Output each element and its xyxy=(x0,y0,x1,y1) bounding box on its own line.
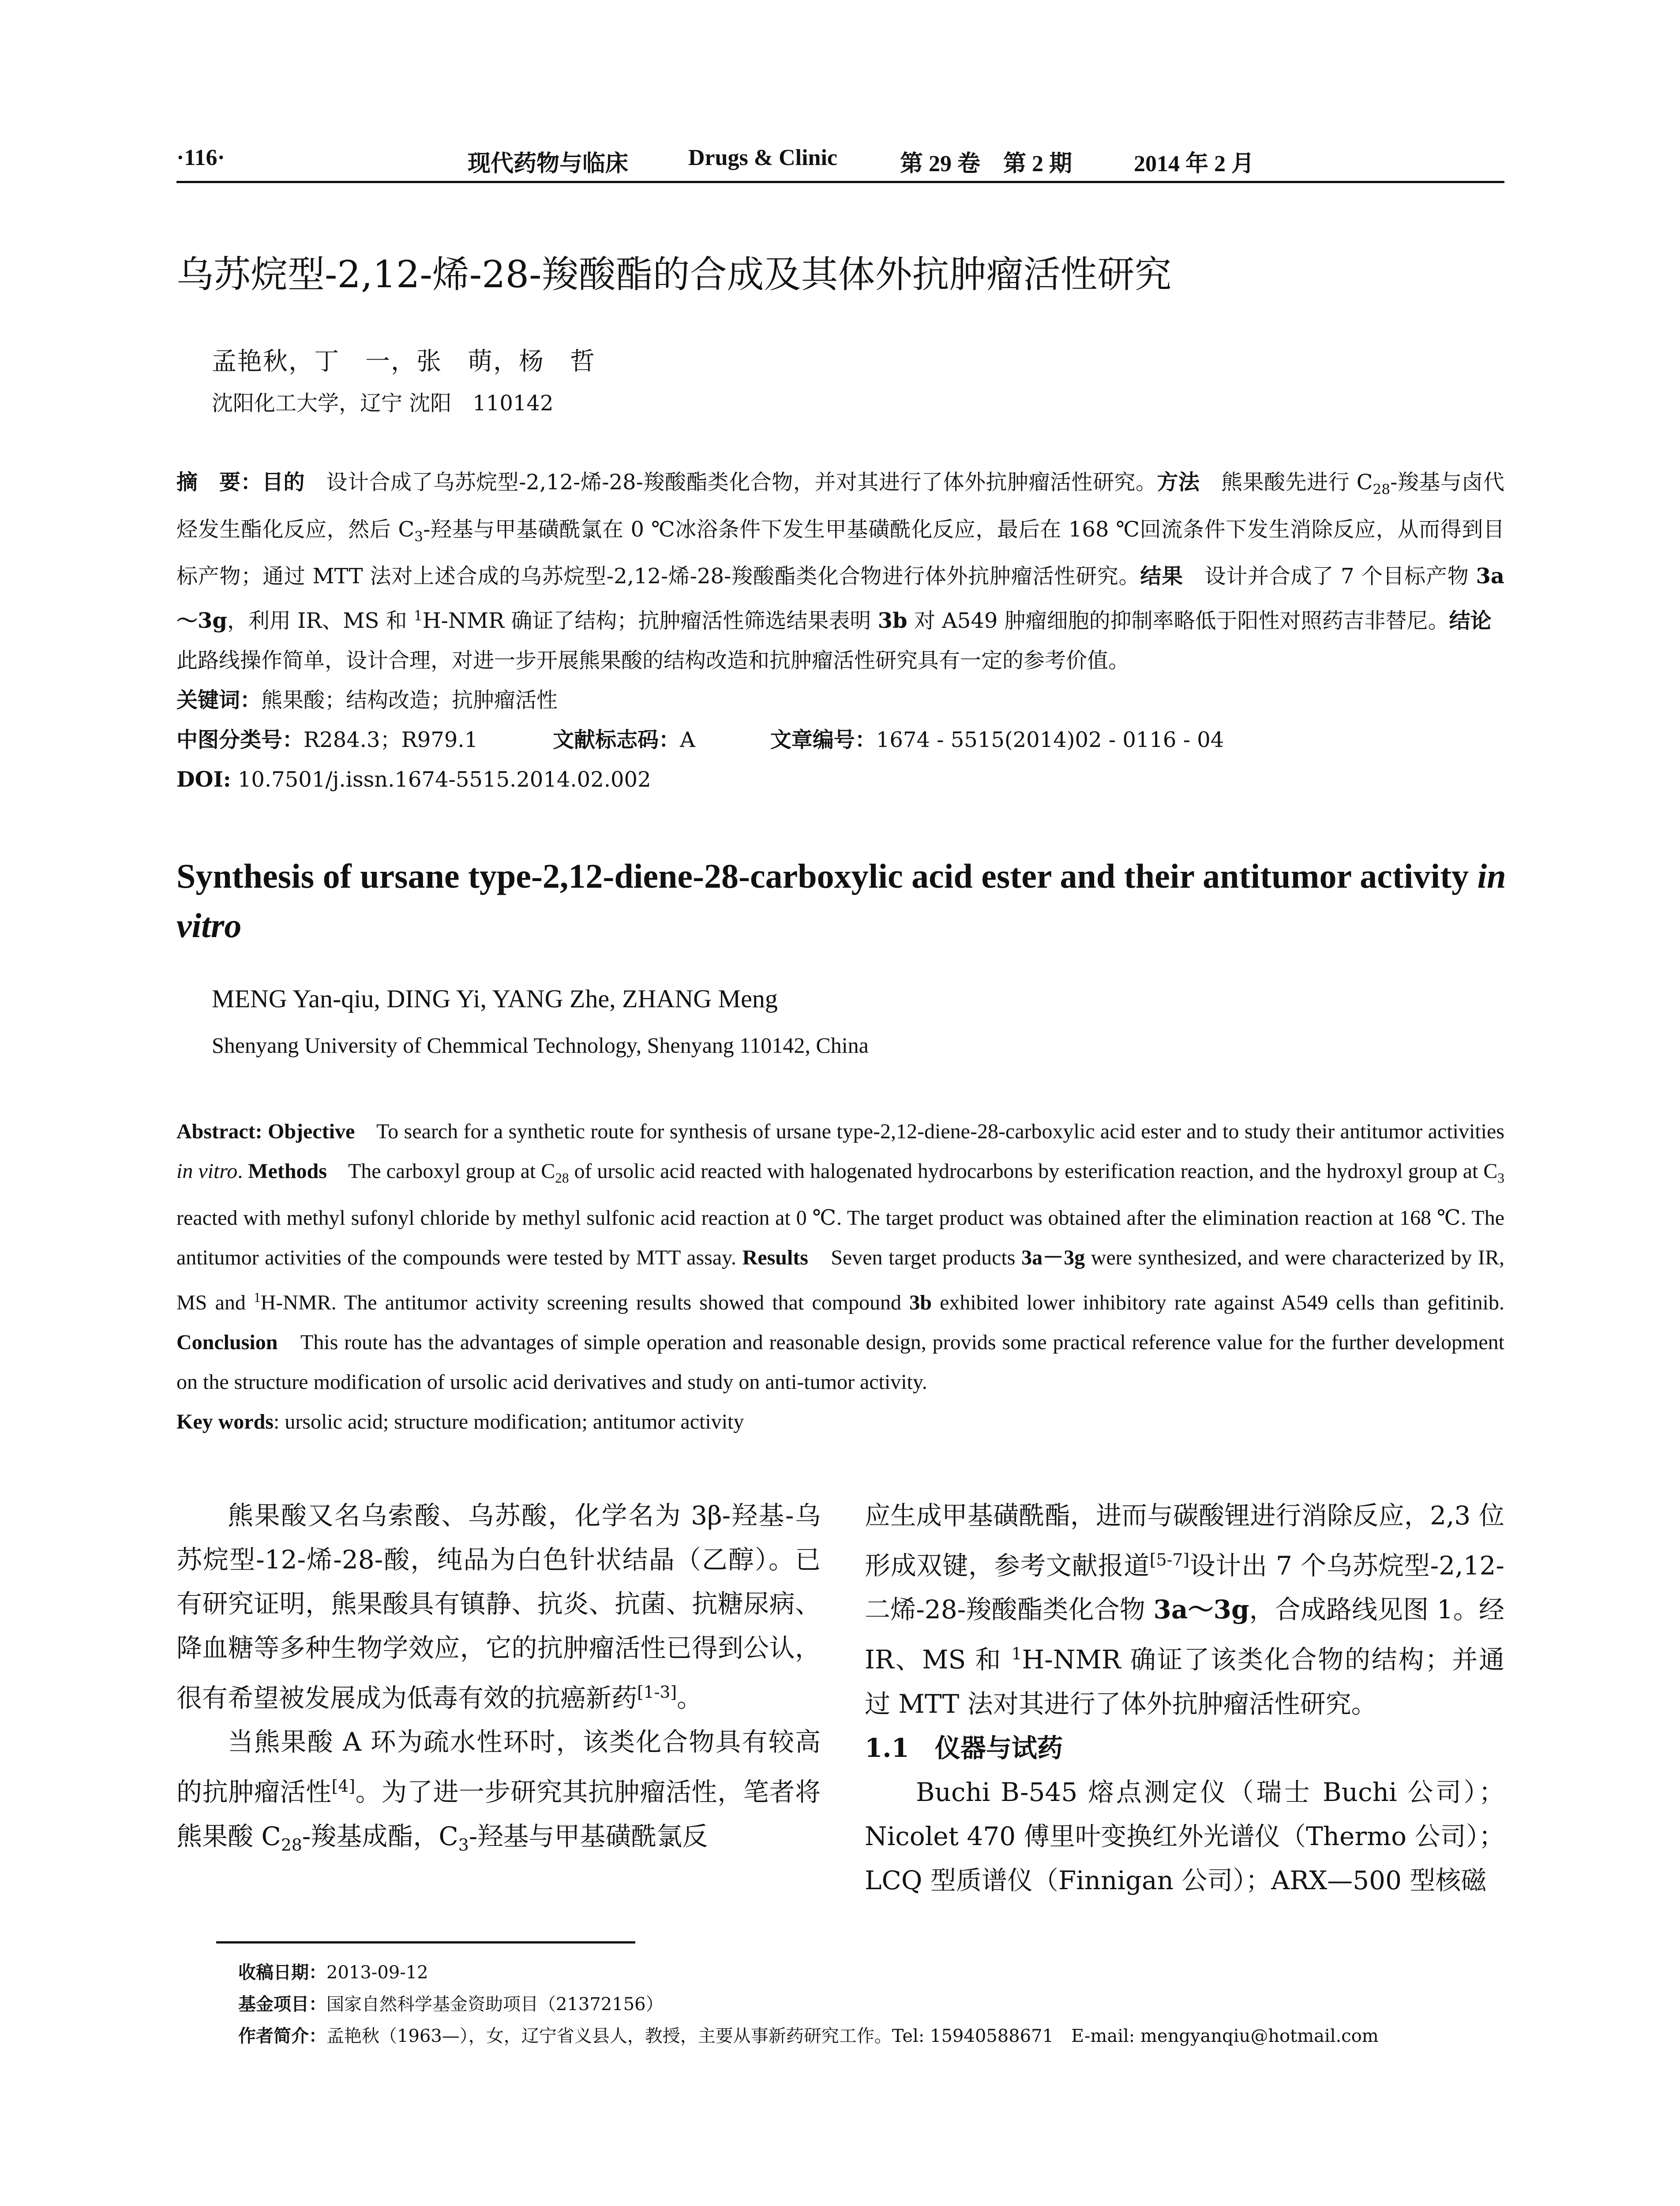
running-header xyxy=(176,140,1504,183)
section-heading: 1.1 仪器与试药 xyxy=(865,1733,1063,1763)
methods-text: -羧基与卤代烃发生酯化反应，然后 C xyxy=(176,470,1504,542)
body-text: H-NMR 确证了该类化合物的结构；并通过 MTT 法对其进行了体外抗肿瘤活性研究。 xyxy=(865,1644,1504,1719)
body-paragraph: Buchi B-545 熔点测定仪（瑞士 Buchi 公司）；Nicolet 470 傅里叶变换红外光谱仪（Thermo 公司）；LCQ 型质谱仪（Finnigan 公司）；ARX—500 型核磁 xyxy=(865,1777,1504,1895)
abstract-en xyxy=(176,1112,1504,1442)
results-text: exhibited lower inhibitory rate against A549 cells than gefitinib. xyxy=(931,1291,1504,1314)
title-en xyxy=(176,852,1518,950)
superscript: 1 xyxy=(1011,1644,1022,1664)
journal-name-en: Drugs & Clinic xyxy=(688,145,837,170)
body-text: -羧基成酯，C xyxy=(302,1821,458,1851)
footnote-rule xyxy=(216,1941,635,1943)
objective-text: 设计合成了乌苏烷型-2,12-烯-28-羧酸酯类化合物，并对其进行了体外抗肿瘤活性研究。 xyxy=(305,470,1157,495)
footnote-received xyxy=(238,1957,1379,1988)
keywords-cn xyxy=(176,680,1504,720)
results-text: H-NMR. The antitumor activity screening results showed that compound xyxy=(260,1291,910,1314)
results-text: 对 A549 肿瘤细胞的抑制率略低于阳性对照药吉非替尼。 xyxy=(907,608,1449,634)
footnote-label: 作者简介： xyxy=(238,2026,326,2046)
italic-text: in vitro xyxy=(176,1159,238,1183)
results-text: H-NMR 确证了结构；抗肿瘤活性筛选结果表明 xyxy=(422,608,878,634)
clc-label: 中图分类号： xyxy=(176,728,304,753)
abstract-en-label: Abstract: Objective xyxy=(176,1120,355,1143)
keywords-label: Key words xyxy=(176,1410,274,1433)
keywords-text: 熊果酸；结构改造；抗肿瘤活性 xyxy=(261,688,558,713)
compound-ref: 3a～3g xyxy=(1153,1594,1249,1625)
compound-ref: 3b xyxy=(909,1291,932,1314)
title-en-text: Synthesis of ursane type-2,12-diene-28-carboxylic acid ester and their antitumor activity xyxy=(176,857,1478,895)
methods-label: 方法 xyxy=(1157,470,1200,495)
results-label: Results xyxy=(742,1246,808,1269)
citation: [5-7] xyxy=(1149,1550,1189,1569)
citation: [4] xyxy=(331,1776,356,1796)
footnote-label: 基金项目： xyxy=(238,1994,326,2015)
body-paragraph xyxy=(176,1493,821,1720)
compound-ref: 3a－3g xyxy=(1021,1246,1085,1269)
clc-value: R284.3；R979.1 xyxy=(304,728,478,753)
compound-ref: 3a～3g xyxy=(176,564,1504,634)
methods-text: -羟基与甲基磺酰氯在 0 ℃冰浴条件下发生甲基磺酰化反应，最后在 168 ℃回流条件下发生消除反应，从而得到目标产物；通过 MTT 法对上述合成的乌苏烷型-2,12-烯-28-羧酸酯类化合物进行体外抗肿瘤活性研究。 xyxy=(176,517,1504,589)
body-text: -羟基与甲基磺酰氯反 xyxy=(469,1821,708,1851)
body-column-right xyxy=(865,1493,1504,1902)
footnote-label: 收稿日期： xyxy=(238,1962,326,1983)
classification-line xyxy=(176,720,1504,760)
conclusion-label: 结论 xyxy=(1449,608,1492,634)
abstract-en-body xyxy=(176,1112,1504,1402)
body-text: 。为了进一步研究其抗肿瘤活性，笔者将熊果酸 C xyxy=(176,1777,821,1851)
subscript: 3 xyxy=(458,1835,469,1855)
citation: [1-3] xyxy=(637,1682,677,1702)
authors-en: MENG Yan-qiu, DING Yi, YANG Zhe, ZHANG Meng xyxy=(212,984,778,1013)
title-cn: 乌苏烷型-2,12-烯-28-羧酸酯的合成及其体外抗肿瘤活性研究 xyxy=(176,253,1172,296)
doc-code-label: 文献标志码： xyxy=(553,728,680,753)
footnote-fund xyxy=(238,1988,1379,2020)
footnotes xyxy=(238,1957,1379,2052)
methods-text: reacted with methyl sufonyl chloride by methyl sulfonic acid reaction at 0 ℃. The target product was obtained after the elimination reaction at 168 ℃. The antitumor activities of the compounds were tested by MTT assay. xyxy=(176,1206,1504,1269)
title-en-italic: in vitro xyxy=(176,857,1506,945)
conclusion-text: 此路线操作简单，设计合理，对进一步开展熊果酸的结构改造和抗肿瘤活性研究具有一定的参考价值。 xyxy=(176,608,1513,673)
issue-date: 2014 年 2 月 xyxy=(1134,151,1255,176)
affiliation-cn: 沈阳化工大学，辽宁 沈阳 110142 xyxy=(212,391,554,416)
objective-text: To search for a synthetic route for synthesis of ursane type-2,12-diene-28-carboxylic acid ester and to study their antitumor activities xyxy=(355,1120,1504,1143)
conclusion-label: Conclusion xyxy=(176,1330,278,1354)
authors-cn: 孟艳秋，丁 一，张 萌，杨 哲 xyxy=(212,347,596,376)
subscript: 3 xyxy=(1497,1170,1504,1186)
keywords-label: 关键词： xyxy=(176,688,262,713)
journal-name-cn: 现代药物与临床 xyxy=(468,151,629,176)
abstract-cn xyxy=(176,462,1513,799)
methods-text: The carboxyl group at C xyxy=(326,1159,555,1183)
article-number-value: 1674 - 5515(2014)02 - 0116 - 04 xyxy=(876,728,1224,753)
footnote-text: 孟艳秋（1963—），女，辽宁省义县人，教授，主要从事新药研究工作。Tel: 15940588671 E-mail: mengyanqiu@hotmail.com xyxy=(326,2026,1379,2046)
subscript: 28 xyxy=(1372,481,1391,498)
methods-text: 熊果酸先进行 C xyxy=(1200,470,1373,495)
page-number: ·116· xyxy=(176,145,225,170)
body-column-left xyxy=(176,1493,821,1867)
superscript: 1 xyxy=(413,608,423,624)
keywords-en xyxy=(176,1402,1504,1442)
body-paragraph xyxy=(176,1720,821,1867)
results-label: 结果 xyxy=(1140,564,1183,589)
results-text: 设计并合成了 7 个目标产物 xyxy=(1183,564,1476,589)
methods-label: Methods xyxy=(248,1159,327,1183)
results-text: ，利用 IR、MS 和 xyxy=(227,608,414,634)
doi-line xyxy=(176,760,1504,799)
objective-label: 目的 xyxy=(262,470,305,495)
abstract-cn-body xyxy=(176,462,1513,680)
footnote-text: 2013-09-12 xyxy=(326,1962,428,1983)
footnote-text: 国家自然科学基金资助项目（21372156） xyxy=(326,1994,664,2015)
body-text: 。 xyxy=(677,1683,703,1713)
superscript: 1 xyxy=(254,1289,261,1305)
conclusion-text: This route has the advantages of simple operation and reasonable design, provids some practical reference value for the further development on the structure modification of ursolic acid derivatives and study on anti-tumor activity. xyxy=(176,1330,1504,1394)
abstract-cn-label: 摘 要： xyxy=(176,470,262,495)
doi-label: DOI: xyxy=(176,767,231,792)
footnote-author xyxy=(238,2020,1379,2052)
doc-code-value: A xyxy=(680,728,695,753)
body-text: 设计出 7 个乌苏烷型-2,12-二烯-28-羧酸酯类化合物 xyxy=(865,1550,1504,1625)
keywords-text: : ursolic acid; structure modification; antitumor activity xyxy=(273,1410,744,1433)
body-text: 熊果酸又名乌索酸、乌苏酸，化学名为 3β-羟基-乌苏烷型-12-烯-28-酸，纯品为白色针状结晶（乙醇）。已有研究证明，熊果酸具有镇静、抗炎、抗菌、抗糖尿病、降血糖等多种生物学效应，它的抗肿瘤活性已得到公认，很有希望被发展成为低毒有效的抗癌新药 xyxy=(176,1501,821,1713)
subscript: 28 xyxy=(555,1170,569,1186)
body-text: 当熊果酸 A 环为疏水性环时，该类化合物具有较高的抗肿瘤活性 xyxy=(176,1727,821,1807)
results-text: Seven target products xyxy=(808,1246,1022,1269)
results-text: were synthesized, and were characterized by IR, MS and xyxy=(176,1246,1504,1314)
article-number-label: 文章编号： xyxy=(770,728,876,753)
affiliation-en: Shenyang University of Chemmical Technology, Shenyang 110142, China xyxy=(212,1033,869,1058)
volume-issue: 第 29 卷 第 2 期 xyxy=(900,151,1072,176)
subscript: 28 xyxy=(281,1835,302,1855)
objective-text: . xyxy=(237,1159,248,1183)
body-paragraph xyxy=(865,1493,1504,1726)
doi-value: 10.7501/j.issn.1674-5515.2014.02.002 xyxy=(231,767,651,792)
body-text: 应生成甲基磺酰酯，进而与碳酸锂进行消除反应，2,3 位形成双键，参考文献报道 xyxy=(865,1501,1504,1581)
methods-text: of ursolic acid reacted with halogenated hydrocarbons by esterification reaction, and the hydroxyl group at C xyxy=(569,1159,1498,1183)
compound-ref: 3b xyxy=(878,608,908,634)
body-text: ，合成路线见图 1。经 IR、MS 和 xyxy=(865,1594,1504,1675)
subscript: 3 xyxy=(414,529,423,545)
